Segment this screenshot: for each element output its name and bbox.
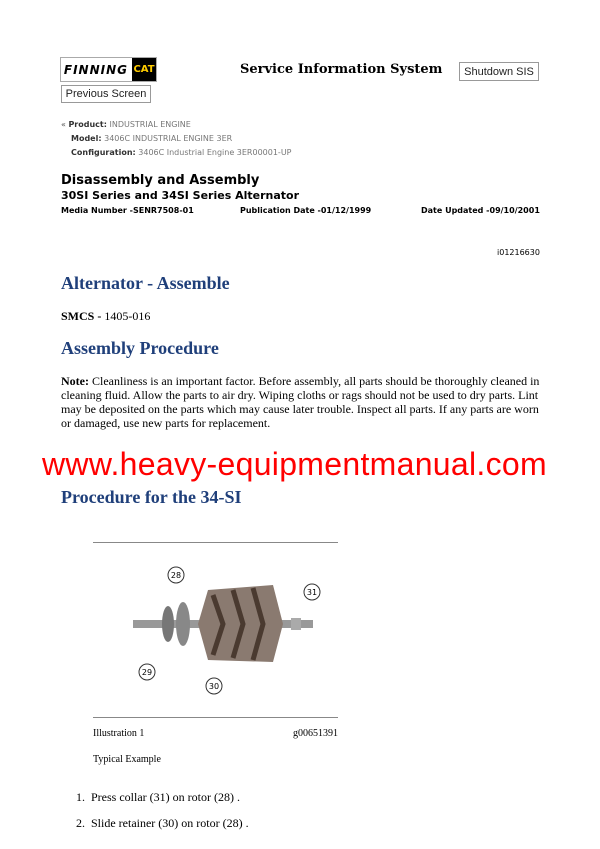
model-line: Model: 3406C INDUSTRIAL ENGINE 3ER — [71, 134, 233, 143]
publication-date: Publication Date -01/12/1999 — [240, 206, 372, 215]
callout-28: 28 — [170, 571, 182, 580]
divider — [93, 717, 338, 718]
previous-screen-button[interactable]: Previous Screen — [61, 85, 151, 103]
date-updated: Date Updated -09/10/2001 — [421, 206, 540, 215]
product-line: « Product: INDUSTRIAL ENGINE — [61, 120, 191, 129]
shutdown-sis-button[interactable]: Shutdown SIS — [459, 62, 539, 81]
illustration-label: Illustration 1 — [93, 728, 145, 739]
finning-cat-logo: FINNING CAT — [60, 57, 157, 82]
note-paragraph: Note: Cleanliness is an important factor. Before assembly, all parts should be thoroughly cleaned in cleaning fluid. Allow the parts to air dry. Wiping cloths or rags should not be used to dry parts. Lint may be deposited on the parts which may cause later trouble. Inspect all parts. If any parts are worn or damaged, use new parts for replacement. — [61, 374, 540, 430]
illustration-code: g00651391 — [293, 728, 338, 739]
callout-29: 29 — [141, 668, 153, 677]
smcs-line: SMCS - 1405-016 — [61, 309, 151, 323]
step-1: 1. Press collar (31) on rotor (28) . — [76, 790, 240, 804]
doc-subtitle: 30SI Series and 34SI Series Alternator — [61, 189, 300, 202]
illustration-caption: Typical Example — [93, 754, 161, 765]
media-number: Media Number -SENR7508-01 — [61, 206, 194, 215]
section-heading: Assembly Procedure — [61, 338, 219, 358]
collapse-icon[interactable]: « — [61, 120, 69, 129]
callout-30: 30 — [208, 682, 220, 691]
rotor-illustration — [93, 550, 338, 710]
page-heading: Alternator - Assemble — [61, 273, 230, 293]
config-line: Configuration: 3406C Industrial Engine 3ER00001-UP — [71, 148, 292, 157]
doc-title: Disassembly and Assembly — [61, 173, 260, 188]
watermark: www.heavy-equipmentmanual.com — [42, 446, 547, 482]
divider — [93, 542, 338, 543]
app-title: Service Information System — [240, 62, 443, 77]
step-2: 2. Slide retainer (30) on rotor (28) . — [76, 816, 249, 830]
subsection-heading: Procedure for the 34-SI — [61, 487, 242, 507]
callout-31: 31 — [306, 588, 318, 597]
doc-id: i01216630 — [497, 248, 540, 257]
